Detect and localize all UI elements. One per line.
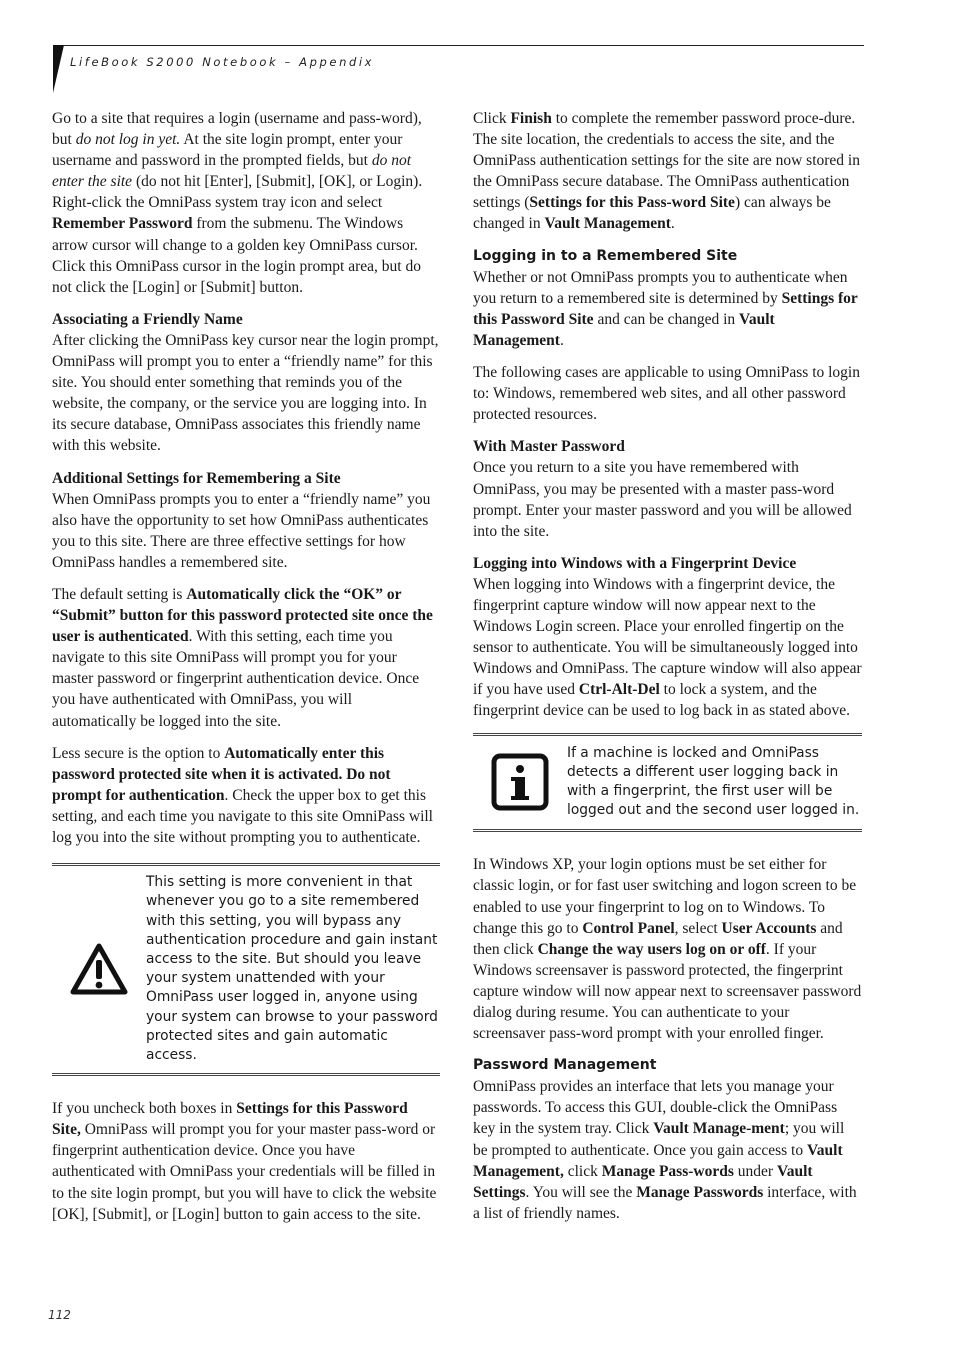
info-icon [473, 753, 567, 811]
friendly-name-heading: Associating a Friendly Name [52, 310, 243, 328]
running-header: LifeBook S2000 Notebook – Appendix [70, 55, 375, 69]
right-column [473, 108, 862, 1235]
left-column [52, 108, 440, 1236]
less-secure-paragraph: Less secure is the option to Automatically enter this password protected site when it is activated. Do not prompt for authentication. Check the upper box to get this setting, and each time you navigate to this site OmniPass will log you into the site without prompting you to authenticate. [52, 744, 433, 846]
intro-paragraph: Go to a site that requires a login (username and pass-word), but do not log in yet. At the site login prompt, enter your username and password in the prompted fields, but do not enter the site (do not hit [Enter], [Submit], [OK], or Login). Right-click the OmniPass system tray icon and select Remember Password from the submenu. The Windows arrow cursor will change to a golden key OmniPass cursor. Click this OmniPass cursor in the login prompt area, but do not click the [Login] or [Submit] button. [52, 110, 423, 296]
windows-xp-paragraph: In Windows XP, your login options must be set either for classic login, or for fast user switching and logon screen to be enabled to use your fingerprint to log on to Windows. To change this go to Control Panel, select User Accounts and then click Change the way users log on or off. If your Windows screensaver is password protected, the fingerprint capture window will now appear next to screensaver password dialog during resume. You can authenticate to your screensaver pass-word prompt with your enrolled finger. [473, 856, 862, 1043]
caution-icon [52, 941, 146, 997]
master-password-heading: With Master Password [473, 438, 625, 456]
password-management-section: Password Management OmniPass provides an interface that lets you manage your passwords. To access this GUI, double-click the OmniPass key in the system tray. Click Vault Manage-ment; you will be prompted to authenticate. Once you gain access to Vault Management, click Manage Pass-words under Vault Settings. You will see the Manage Passwords interface, with a list of friendly names. [473, 1055, 862, 1224]
page-number: 112 [48, 1308, 71, 1322]
info-text: If a machine is locked and OmniPass detects a different user logging back in with a fingerprint, the first user will be logged out and the second user logged in. [567, 744, 860, 819]
finish-paragraph: Click Finish to complete the remember password proce-dure. The site location, the credentials to access the site, and the OmniPass authentication settings for the site are now stored in the OmniPass secure database. The OmniPass authentication settings (Settings for this Pass-word Site) can always be changed in Vault Management. [473, 110, 860, 233]
password-management-heading: Password Management [473, 1057, 657, 1074]
fingerprint-heading: Logging into Windows with a Fingerprint Device [473, 554, 797, 572]
caution-text: This setting is more convenient in that whenever you go to a site remembered with this setting, you will bypass any authentication procedure and gain instant access to the site. But should you leave your system unattended with your OmniPass user logged in, anyone using your system can browse to your password protected sites and gain automatic access. [146, 874, 438, 1063]
header-marker [53, 45, 64, 93]
logging-section: Logging in to a Remembered Site Whether or not OmniPass prompts you to authenticate when you return to a remembered site is determined by Settings for this Password Site and can be changed in Vault Management. [473, 246, 862, 351]
additional-settings-heading: Additional Settings for Remembering a Site [52, 469, 341, 487]
additional-settings-section: Additional Settings for Remembering a Site When OmniPass prompts you to enter a “friendly name” you also have the opportunity to set how OmniPass authenticates you to this site. There are three effective settings for how OmniPass handles a remembered site. [52, 468, 440, 573]
header-rule [54, 45, 864, 46]
caution-note [52, 863, 440, 1076]
friendly-name-section: Associating a Friendly Name After clicking the OmniPass key cursor near the login prompt, OmniPass will prompt you to enter a “friendly name” for this site. You should enter something that reminds you of the website, the company, or the service you are logging into. In its secure database, OmniPass associates this friendly name with this website. [52, 310, 439, 455]
fingerprint-section: Logging into Windows with a Fingerprint Device When logging into Windows with a fingerprint device, the fingerprint capture window will now appear next to the Windows Login screen. Place your enrolled fingertip on the sensor to authenticate. You will be simultaneously logged into Windows and OmniPass. The capture window will also appear if you have used Ctrl-Alt-Del to lock a system, and the fingerprint device can be used to log back in as stated above. [473, 554, 862, 720]
uncheck-paragraph: If you uncheck both boxes in Settings for this Password Site, OmniPass will prompt you for your master pass-word or fingerprint authentication device. Once you have authenticated with OmniPass your credentials will be filled in to the site login prompt, but you will have to click the website [OK], [Submit], or [Login] button to gain access to the site. [52, 1100, 437, 1223]
info-note [473, 733, 862, 833]
default-setting-paragraph: The default setting is Automatically click the “OK” or “Submit” button for this password protected site once the user is authenticated. With this setting, each time you navigate to this site OmniPass will prompt you for your master password or fingerprint authentication device. Once you have authenticated with OmniPass, you will automatically be logged into the site. [52, 585, 433, 730]
master-password-section: With Master Password Once you return to a site you have remembered with OmniPass, you may be presented with a master pass-word prompt. Enter your master password and you will be allowed into the site. [473, 436, 862, 541]
logging-heading: Logging in to a Remembered Site [473, 247, 738, 264]
cases-paragraph: The following cases are applicable to using OmniPass to login to: Windows, remembered web sites, and all other password protected resources. [473, 364, 860, 424]
